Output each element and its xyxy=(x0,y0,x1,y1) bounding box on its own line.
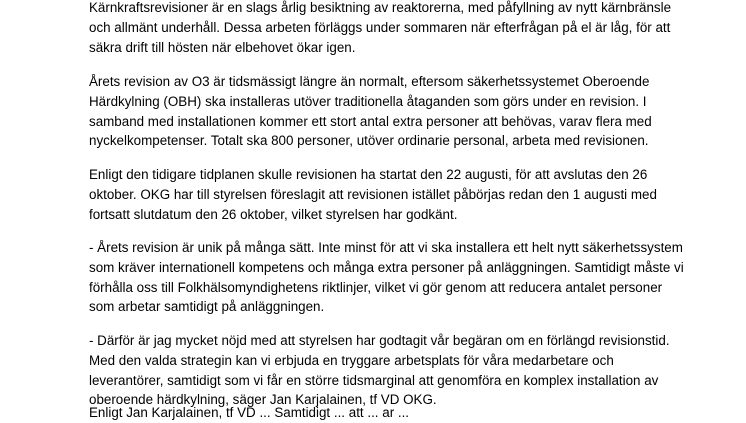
text-line: Med den valda strategin kan vi erbjuda en tryggare arbetsplats för våra medarbetare och xyxy=(89,352,614,368)
paragraph-quote-unique xyxy=(89,238,684,317)
text-line: som arbetar samtidigt på anläggningen. xyxy=(89,299,325,315)
paragraph-o3-revision xyxy=(89,72,652,151)
text-line: samband med installationen kommer ett stort antal extra personer att behövas, varav flera med xyxy=(89,113,652,129)
text-line: Årets revision av O3 är tidsmässigt längre än normalt, eftersom säkerhetssystemet Oberoende xyxy=(89,74,650,89)
text-line: oberoende härdkylning, säger Jan Karjalainen, tf VD OKG. xyxy=(89,392,437,408)
paragraph-schedule xyxy=(89,165,657,224)
text-line: Kärnkraftsrevisioner är en slags årlig besiktning av reaktorerna, med påfyllning av nytt kärnbränsle xyxy=(89,0,672,15)
text-line: - Årets revision är unik på många sätt. Inte minst för att vi ska installera ett helt nytt säkerhetssystem xyxy=(89,240,683,255)
text-line: Enligt den tidigare tidplanen skulle revisionen ha startat den 22 augusti, för att avslutas den 26 xyxy=(89,167,648,182)
text-line: som kräver internationell kompetens och många extra personer på anläggningen. Samtidigt måste vi xyxy=(89,259,684,275)
text-line: leverantörer, samtidigt som vi får en större tidsmarginal att genomföra en komplex installation av xyxy=(89,372,659,388)
text-line: fortsatt slutdatum den 26 oktober, vilket styrelsen har godkänt. xyxy=(89,206,458,222)
text-line: Enligt Jan Karjalainen, tf VD ... Samtidigt ... att ... ar ... xyxy=(89,405,410,420)
paragraph-cutoff xyxy=(89,403,409,423)
text-line: oktober. OKG har till styrelsen föreslagit att revisionen istället påbörjas redan den 1 augusti med xyxy=(89,186,657,202)
paragraph-quote-approval xyxy=(89,331,670,410)
text-line: - Därför är jag mycket nöjd med att styrelsen har godtagit vår begäran om en förlängd revisionstid. xyxy=(89,333,670,348)
text-line: förhålla oss till Folkhälsomyndighetens riktlinjer, vilket vi gör genom att reducera antalet personer xyxy=(89,279,663,295)
text-line: nyckelkompetenser. Totalt ska 800 personer, utöver ordinarie personal, arbeta med revisionen. xyxy=(89,133,649,149)
text-line: och allmänt underhåll. Dessa arbeten förläggs under sommaren när efterfrågan på el är låg, för att xyxy=(89,19,671,35)
text-line: Härdkylning (OBH) ska installeras utöver traditionella åtaganden som görs under en revision. I xyxy=(89,93,647,109)
paragraph-revision-intro xyxy=(89,0,671,57)
text-line: säkra drift till hösten när elbehovet ökar igen. xyxy=(89,39,356,55)
